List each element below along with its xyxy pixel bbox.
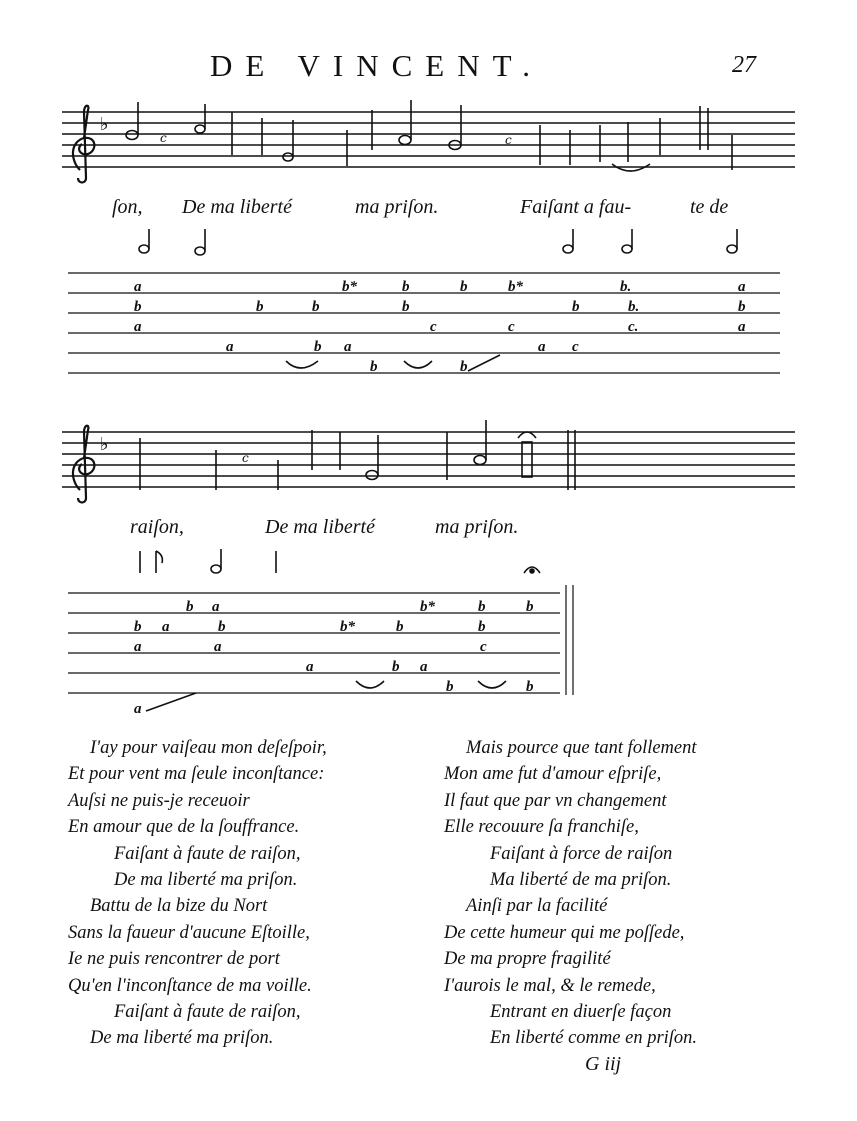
treble-clef-icon: [73, 426, 94, 503]
svg-text:a: a: [738, 319, 746, 335]
svg-text:c: c: [430, 319, 437, 335]
svg-text:c: c: [160, 131, 167, 145]
svg-text:a: a: [134, 319, 142, 335]
svg-text:b*: b*: [340, 619, 355, 635]
verse-line: Mais pource que tant follement: [466, 738, 697, 758]
lute-tablature-1: [0, 225, 857, 385]
svg-text:b: b: [392, 659, 400, 675]
svg-text:b: b: [460, 279, 468, 295]
svg-text:b*: b*: [508, 279, 523, 295]
verse-line: Ma liberté de ma priſon.: [490, 869, 672, 890]
page-number: 27: [732, 52, 756, 78]
svg-text:b: b: [446, 679, 454, 695]
verse-line: Et pour vent ma ſeule inconſtance:: [68, 764, 325, 785]
svg-text:b*: b*: [342, 279, 357, 295]
svg-text:b: b: [526, 599, 534, 615]
running-head: DE VINCENT.: [210, 48, 543, 83]
svg-text:a: a: [134, 639, 142, 655]
notes-2: [140, 420, 575, 490]
flat-sign-icon: ♭: [100, 434, 109, 455]
svg-text:c: c: [242, 451, 249, 465]
svg-text:b.: b.: [628, 299, 640, 315]
lyric: raiſon,: [130, 516, 184, 538]
verse-line: Battu de la bize du Nort: [90, 896, 268, 917]
svg-text:b: b: [526, 679, 534, 695]
svg-text:a: a: [420, 659, 428, 675]
svg-text:b.: b.: [620, 279, 632, 295]
music-staff-2: [0, 420, 857, 510]
svg-text:b: b: [312, 299, 320, 315]
lyric: ma priſon.: [355, 196, 439, 218]
verse-line: Faiſant à faute de raiſon,: [114, 1001, 301, 1022]
svg-text:b: b: [314, 339, 322, 355]
lyrics-line-1: [0, 196, 857, 226]
verse-line: I'ay pour vaiſeau mon deſeſpoir,: [90, 738, 327, 758]
verse-line: Sans la faueur d'aucune Eſtoille,: [68, 922, 310, 943]
svg-text:a: a: [226, 339, 234, 355]
verse-line: De cette humeur qui me poſſede,: [444, 922, 685, 943]
svg-text:b: b: [218, 619, 226, 635]
svg-text:b: b: [402, 299, 410, 315]
flat-sign-icon: ♭: [100, 114, 109, 135]
verse-line: Entrant en diuerſe façon: [490, 1001, 672, 1022]
verse-line: Auſsi ne puis-je receuoir: [68, 790, 250, 811]
svg-text:b: b: [572, 299, 580, 315]
lyric: ſon,: [112, 196, 143, 218]
poem-column-left: [68, 735, 428, 1052]
verse-line: En amour que de la ſouffrance.: [68, 817, 300, 838]
verse-line: Il faut que par vn changement: [444, 790, 667, 811]
svg-text:c.: c.: [628, 319, 639, 335]
svg-text:a: a: [344, 339, 352, 355]
svg-text:b: b: [460, 359, 468, 375]
lyrics-line-2: [0, 516, 857, 546]
svg-text:a: a: [538, 339, 546, 355]
verse-line: Mon ame fut d'amour eſpriſe,: [444, 764, 662, 785]
verse-line: En liberté comme en priſon.: [490, 1028, 698, 1049]
lyric: Faiſant a fau-: [520, 196, 632, 218]
notes-1: [126, 100, 732, 171]
lyric: ma priſon.: [435, 516, 519, 538]
svg-text:b: b: [134, 619, 142, 635]
verse-line: I'aurois le mal, & le remede,: [444, 975, 656, 996]
svg-text:c: c: [505, 133, 512, 147]
lute-tablature-2: [0, 545, 857, 725]
verse-line: Ie ne puis rencontrer de port: [68, 949, 280, 970]
lyric: De ma liberté: [182, 196, 292, 218]
svg-text:a: a: [162, 619, 170, 635]
rhythm-signs-1: [139, 229, 737, 255]
svg-text:a: a: [306, 659, 314, 675]
verse-line: Qu'en l'inconſtance de ma voille.: [68, 975, 312, 996]
svg-text:a: a: [134, 701, 142, 717]
verse-line: Faiſant à force de raiſon: [490, 843, 673, 864]
page-header: [0, 48, 857, 88]
verse-line: Faiſant à faute de raiſon,: [114, 843, 301, 864]
svg-text:b: b: [396, 619, 404, 635]
verse-line: De ma liberté ma priſon.: [114, 869, 298, 890]
verse-line: Ainſi par la facilité: [466, 896, 608, 917]
tab-slurs-1: [286, 355, 500, 371]
svg-text:a: a: [134, 279, 142, 295]
svg-text:b: b: [186, 599, 194, 615]
verse-line: De ma propre fragilité: [444, 949, 611, 970]
verse-line: De ma liberté ma priſon.: [90, 1028, 274, 1049]
svg-text:c: c: [480, 639, 487, 655]
verse-line: Elle recouure ſa franchiſe,: [444, 817, 639, 838]
svg-text:c: c: [572, 339, 579, 355]
treble-clef-icon: [73, 106, 94, 183]
svg-text:c: c: [508, 319, 515, 335]
svg-text:b: b: [256, 299, 264, 315]
svg-text:b: b: [134, 299, 142, 315]
svg-text:a: a: [214, 639, 222, 655]
signature-mark: G iij: [585, 1053, 622, 1075]
svg-text:b: b: [370, 359, 378, 375]
svg-text:b: b: [478, 599, 486, 615]
svg-text:a: a: [738, 279, 746, 295]
lyric: te de: [690, 196, 729, 218]
svg-text:b: b: [478, 619, 486, 635]
music-staff-1: [0, 100, 857, 190]
svg-text:b*: b*: [420, 599, 435, 615]
svg-text:a: a: [212, 599, 220, 615]
poem-column-right: [444, 735, 804, 1052]
svg-text:b: b: [738, 299, 746, 315]
rhythm-signs-2: [140, 549, 540, 573]
lyric: De ma liberté: [265, 516, 375, 538]
svg-text:b: b: [402, 279, 410, 295]
